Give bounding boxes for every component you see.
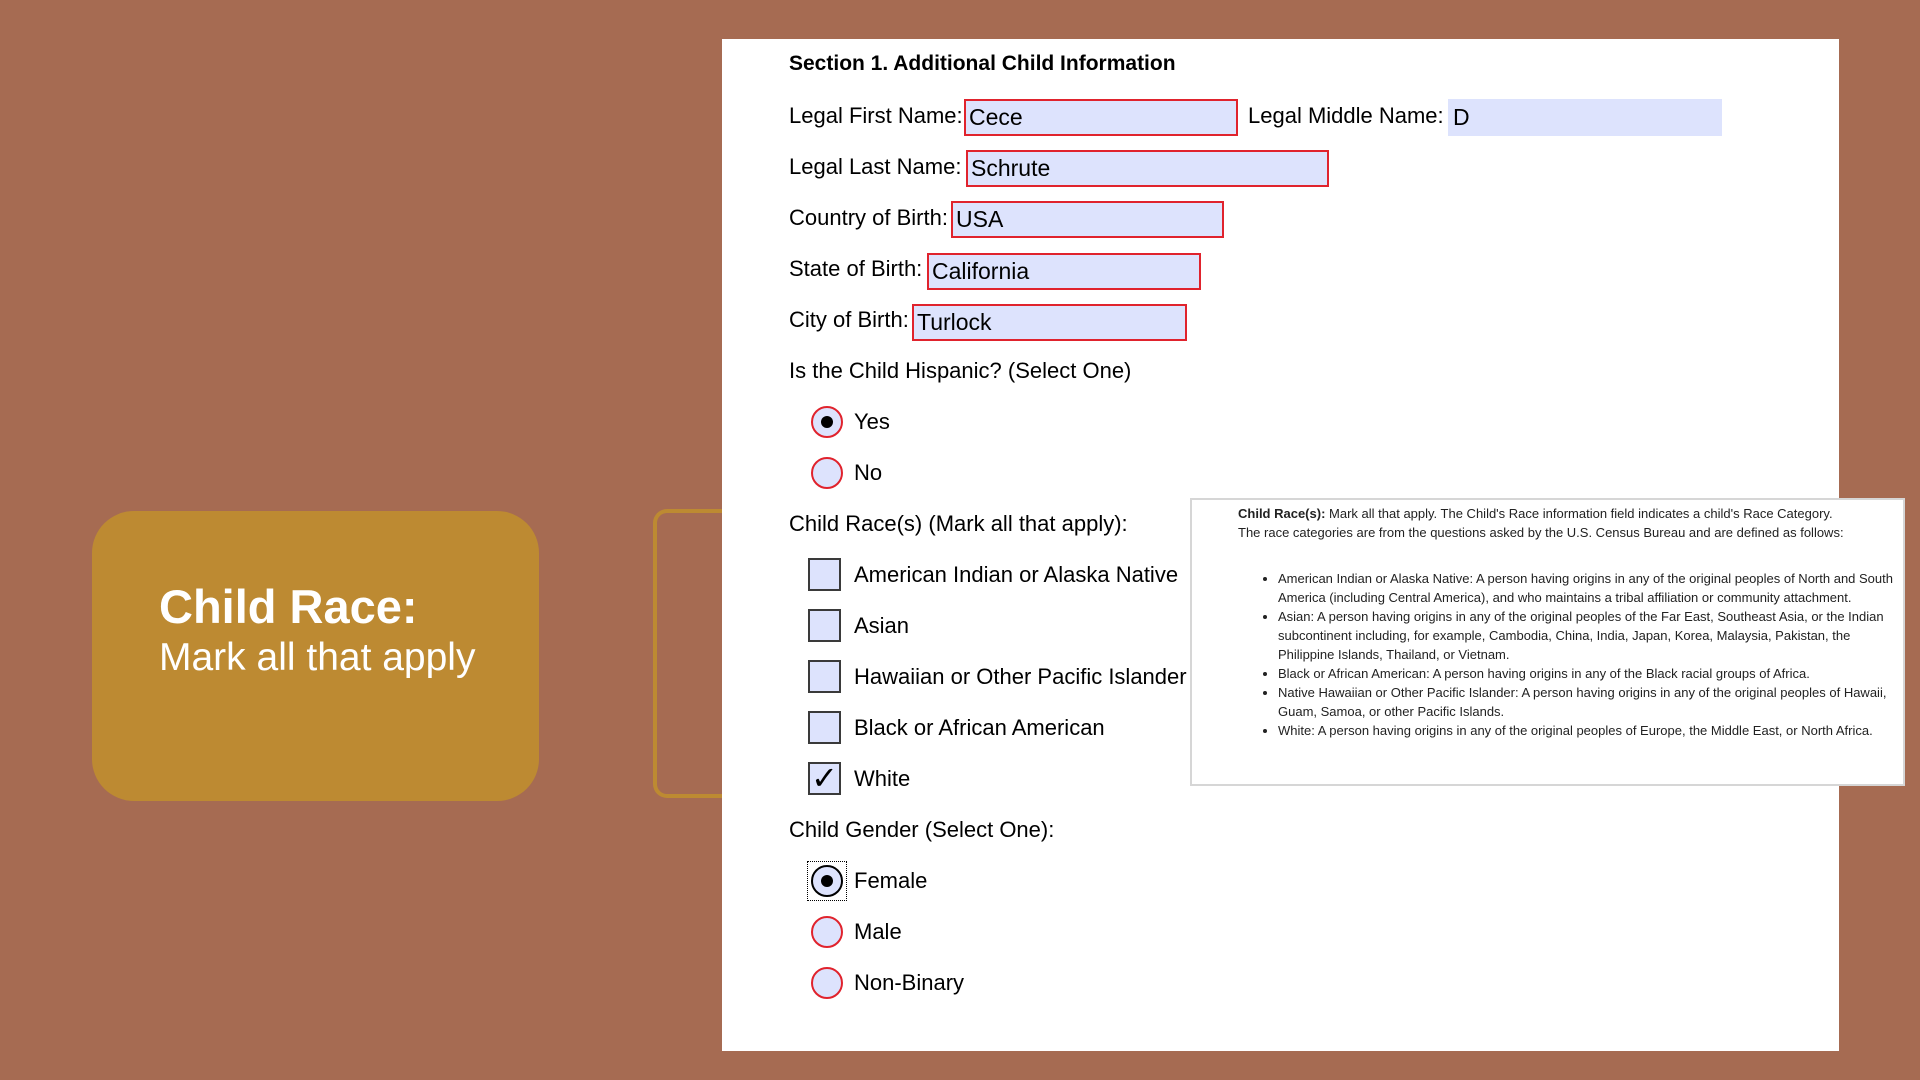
race-label-asian: Asian — [854, 613, 910, 638]
race-checkbox-black[interactable] — [808, 711, 841, 744]
help-title: Child Race(s): — [1238, 506, 1326, 521]
first-name-label: Legal First Name: — [789, 103, 963, 128]
help-intro-text: Mark all that apply. The Child's Race information field indicates a child's Race Category. The race categories are from the questions asked by the U.S. Census Bureau and are defined as follows: — [1238, 506, 1844, 540]
gender-question: Child Gender (Select One): — [789, 817, 1055, 842]
gender-male-label: Male — [854, 919, 902, 944]
hispanic-no-label: No — [854, 460, 883, 485]
section-heading: Section 1. Additional Child Information — [789, 52, 1176, 75]
race-label-american-indian: American Indian or Alaska Native — [854, 562, 1179, 587]
race-checkbox-asian[interactable] — [808, 609, 841, 642]
callout-box — [92, 511, 539, 801]
race-question: Child Race(s) (Mark all that apply): — [789, 511, 1128, 536]
last-name-label: Legal Last Name: — [789, 154, 962, 179]
first-name-field[interactable]: Cece — [964, 99, 1238, 136]
hispanic-yes-label: Yes — [854, 409, 890, 434]
help-item: • White: A person having origins in any of the original peoples of Europe, the Middle East, or North Africa. — [1278, 721, 1898, 740]
help-item: • Native Hawaiian or Other Pacific Islander: A person having origins in any of the original peoples of Hawaii, Guam, Samoa, or other Pacific Islands. — [1278, 683, 1898, 721]
race-label-hawaiian: Hawaiian or Other Pacific Islander — [854, 664, 1187, 689]
race-label-black: Black or African American — [854, 715, 1105, 740]
state-field[interactable]: California — [927, 253, 1201, 290]
help-item: • American Indian or Alaska Native: A person having origins in any of the original peoples of North and South America (including Central America), and who maintains a tribal affiliation or community attachment. — [1278, 569, 1898, 607]
callout-subtitle: Mark all that apply — [159, 636, 476, 679]
middle-name-field[interactable]: D — [1448, 99, 1722, 136]
race-checkbox-white[interactable]: ✓ — [808, 762, 841, 795]
gender-female-radio[interactable] — [811, 865, 843, 897]
help-item: • Asian: A person having origins in any of the original peoples of the Far East, Southeast Asia, or the Indian subcontinent including, for example, Cambodia, China, India, Japan, Korea, Malaysia, Pakistan, the Philippine Islands, Thailand, or Vietnam. — [1278, 607, 1898, 664]
help-list — [1238, 569, 1898, 740]
hispanic-no-radio[interactable] — [811, 457, 843, 489]
hispanic-question: Is the Child Hispanic? (Select One) — [789, 358, 1132, 383]
hispanic-yes-radio[interactable] — [811, 406, 843, 438]
country-field[interactable]: USA — [951, 201, 1224, 238]
city-label: City of Birth: — [789, 307, 909, 332]
race-label-white: White — [854, 766, 911, 791]
race-checkbox-american-indian[interactable] — [808, 558, 841, 591]
state-label: State of Birth: — [789, 256, 923, 281]
country-label: Country of Birth: — [789, 205, 948, 230]
gender-male-radio[interactable] — [811, 916, 843, 948]
gender-non-binary-label: Non-Binary — [854, 970, 965, 995]
last-name-field[interactable]: Schrute — [966, 150, 1329, 187]
gender-female-label: Female — [854, 868, 928, 893]
gender-non-binary-radio[interactable] — [811, 967, 843, 999]
help-item: • Black or African American: A person having origins in any of the Black racial groups of Africa. — [1278, 664, 1898, 683]
callout-title: Child Race: — [159, 580, 418, 633]
help-intro — [1238, 504, 1853, 542]
middle-name-label: Legal Middle Name: — [1248, 103, 1444, 128]
race-help-tooltip — [1190, 498, 1905, 786]
race-checkbox-hawaiian[interactable] — [808, 660, 841, 693]
city-field[interactable]: Turlock — [912, 304, 1187, 341]
